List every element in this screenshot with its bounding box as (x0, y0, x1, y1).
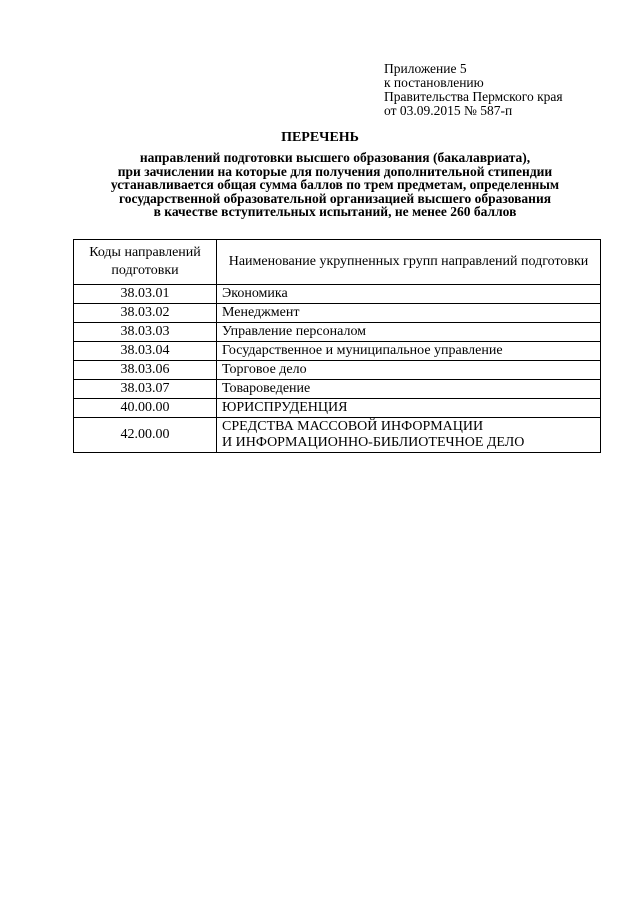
subtitle-line: при зачислении на которые для получения дополнительной стипендии (117, 163, 553, 179)
header-names: Наименование укрупненных групп направлений подготовки (217, 240, 601, 285)
row-code: 38.03.04 (74, 342, 217, 361)
row-name: Товароведение (217, 380, 601, 399)
row-name: ЮРИСПРУДЕНЦИЯ (217, 399, 601, 418)
table-row (74, 323, 601, 342)
subtitle-line: в качестве вступительных испытаний, не менее 260 баллов (153, 204, 517, 220)
appendix-line: Приложение 5 (384, 61, 467, 76)
row-name (217, 418, 601, 453)
header-codes: Коды направлений подготовки (74, 240, 217, 285)
subtitle-line: устанавливается общая сумма баллов по трем предметам, определенным (110, 177, 560, 193)
appendix-block (384, 62, 563, 118)
document-subtitle (70, 151, 600, 219)
appendix-line: к постановлению (384, 75, 484, 90)
table-row (74, 361, 601, 380)
row-code: 40.00.00 (74, 399, 217, 418)
directions-table (73, 239, 601, 453)
table-row (74, 342, 601, 361)
row-name-line: И ИНФОРМАЦИОННО-БИБЛИОТЕЧНОЕ ДЕЛО (222, 435, 525, 450)
appendix-line: от 03.09.2015 № 587-п (384, 103, 513, 118)
table-row (74, 285, 601, 304)
row-name: Управление персоналом (217, 323, 601, 342)
appendix-line: Правительства Пермского края (384, 89, 563, 104)
table-row (74, 380, 601, 399)
subtitle-line: направлений подготовки высшего образования (бакалавриата), (139, 150, 531, 165)
subtitle-line: государственной образовательной организацией высшего образования (118, 190, 552, 206)
row-code: 38.03.07 (74, 380, 217, 399)
row-code: 38.03.06 (74, 361, 217, 380)
row-name-line: СРЕДСТВА МАССОВОЙ ИНФОРМАЦИИ (222, 419, 484, 434)
table-row (74, 304, 601, 323)
row-name: Торговое дело (217, 361, 601, 380)
row-code: 38.03.03 (74, 323, 217, 342)
table-header-row (74, 240, 601, 285)
row-name: Экономика (217, 285, 601, 304)
row-code: 42.00.00 (74, 418, 217, 453)
row-name: Менеджмент (217, 304, 601, 323)
row-code: 38.03.02 (74, 304, 217, 323)
document-title: ПЕРЕЧЕНЬ (281, 130, 359, 145)
table-row (74, 399, 601, 418)
row-name: Государственное и муниципальное управление (217, 342, 601, 361)
row-code: 38.03.01 (74, 285, 217, 304)
table-row (74, 418, 601, 453)
